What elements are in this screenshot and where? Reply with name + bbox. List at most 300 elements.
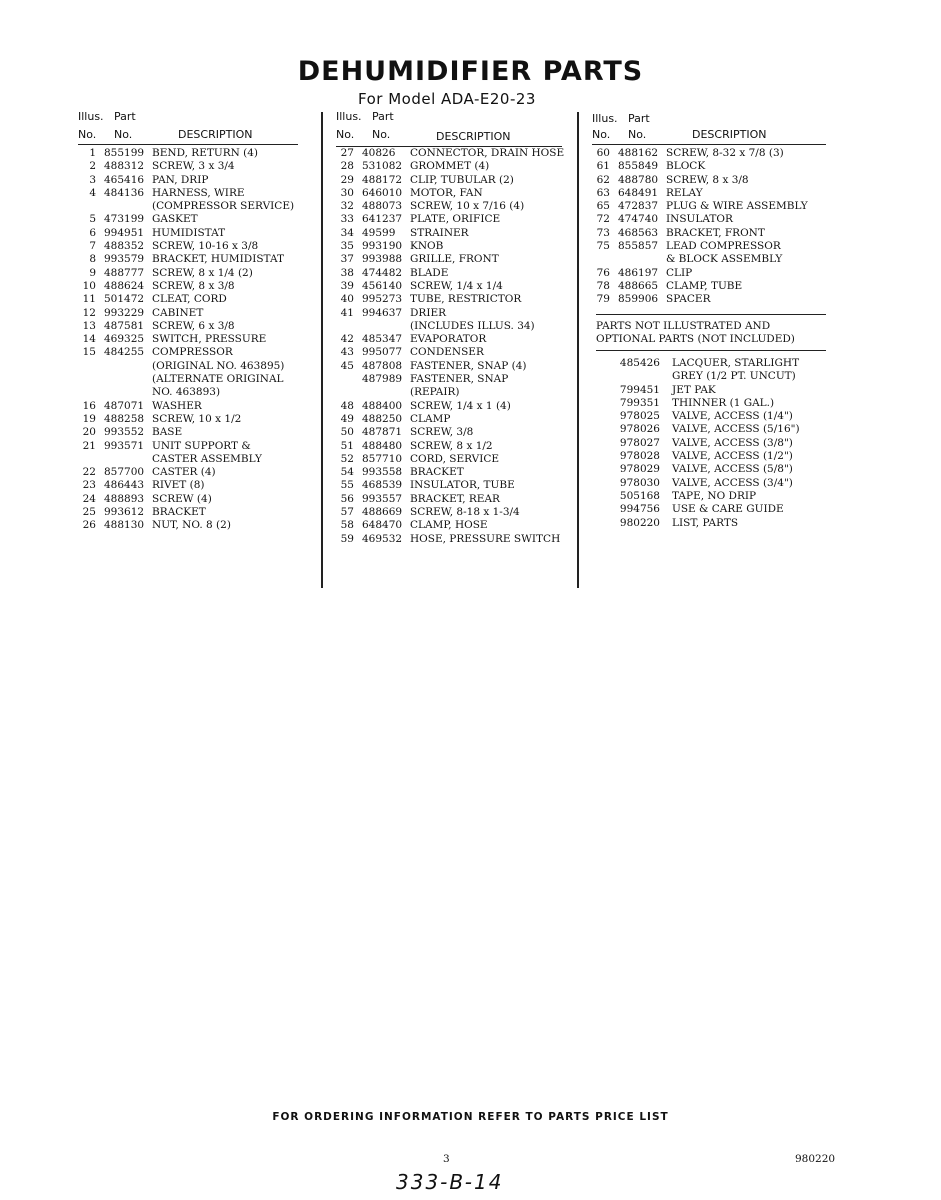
part-description: HOSE, PRESSURE SWITCH <box>410 532 561 545</box>
part-number: 978028 <box>619 450 660 463</box>
part-row <box>336 479 566 492</box>
illus-number: 43 <box>340 346 354 359</box>
part-number: 978027 <box>619 436 660 449</box>
part-row <box>78 479 298 492</box>
part-row <box>336 519 566 532</box>
part-number: 855849 <box>618 160 659 173</box>
illus-number: 45 <box>340 359 354 372</box>
part-description: BRACKET <box>410 466 464 479</box>
description-label: DESCRIPTION <box>692 128 767 141</box>
handwritten-code: 333-B-14 <box>396 1170 504 1194</box>
illus-number: 14 <box>82 333 96 346</box>
partno-label: No. <box>114 128 133 141</box>
part-number: 485347 <box>362 333 403 346</box>
illus-number: 52 <box>340 452 354 465</box>
part-description: PAN, DRIP <box>152 173 209 186</box>
part-row <box>78 413 298 426</box>
part-description: HARNESS, WIRE <box>152 186 245 199</box>
illus-number: 8 <box>89 253 96 266</box>
illus-number: 5 <box>89 213 96 226</box>
part-row <box>592 174 828 187</box>
part-number: 978026 <box>619 423 660 436</box>
part-row <box>592 147 828 160</box>
column-divider <box>321 112 323 588</box>
part-number: 978029 <box>619 463 660 476</box>
description-label: DESCRIPTION <box>436 130 511 143</box>
no-label: No. <box>78 128 97 141</box>
parts-column-3 <box>592 110 828 306</box>
optional-part-row <box>596 463 828 476</box>
illus-number: 27 <box>340 147 354 159</box>
illus-number: 55 <box>340 479 354 492</box>
illus-number: 3 <box>89 173 96 186</box>
part-description: (ALTERNATE ORIGINAL <box>152 373 284 386</box>
part-row <box>592 213 828 226</box>
illus-number: 78 <box>596 279 610 292</box>
part-row <box>336 147 566 160</box>
part-number: 531082 <box>362 160 403 173</box>
part-row <box>336 453 566 466</box>
optional-part-row <box>596 384 828 397</box>
illus-number: 6 <box>89 226 96 239</box>
part-row <box>78 280 298 293</box>
part-row <box>592 293 828 306</box>
illus-number: 79 <box>596 293 610 306</box>
part-description: GROMMET (4) <box>410 160 490 173</box>
illus-number: 4 <box>89 186 96 199</box>
part-number: 799451 <box>619 383 660 396</box>
part-number: 469325 <box>104 333 145 346</box>
part-description: THINNER (1 GAL.) <box>672 396 775 409</box>
part-number: 505168 <box>619 489 660 502</box>
illus-number: 9 <box>89 266 96 279</box>
part-description: SCREW, 8-32 x 7/8 (3) <box>666 147 784 159</box>
optional-part-row <box>596 437 828 450</box>
header-rule <box>592 144 826 145</box>
part-number: 859906 <box>618 293 659 306</box>
part-number: 456140 <box>362 279 403 292</box>
part-row <box>336 400 566 413</box>
optional-part-row <box>596 517 828 530</box>
part-number: 488250 <box>362 412 403 425</box>
part-row <box>78 493 298 506</box>
part-description: SCREW, 6 x 3/8 <box>152 319 235 332</box>
part-number: 487071 <box>104 399 145 412</box>
part-row <box>78 519 298 532</box>
part-description: VALVE, ACCESS (5/16") <box>672 423 800 436</box>
part-number: 472837 <box>618 200 659 213</box>
part-row <box>78 333 298 346</box>
part-row <box>592 280 828 293</box>
illus-number: 62 <box>596 173 610 186</box>
part-number: 488352 <box>104 240 145 253</box>
part-number: 488258 <box>104 412 145 425</box>
part-description: CLAMP, TUBE <box>666 279 743 292</box>
optional-part-row <box>596 477 828 490</box>
part-row <box>78 426 298 439</box>
part-row <box>336 466 566 479</box>
part-description: COMPRESSOR <box>152 346 233 359</box>
part-number: 487581 <box>104 319 145 332</box>
part-description: RELAY <box>666 186 703 199</box>
illus-number: 28 <box>340 160 354 173</box>
illus-number: 75 <box>596 240 610 253</box>
part-row <box>336 253 566 266</box>
part-label: Part <box>372 110 394 123</box>
part-description: BLADE <box>410 266 449 279</box>
part-row <box>336 373 566 386</box>
illus-number: 49 <box>340 412 354 425</box>
part-description: GREY (1/2 PT. UNCUT) <box>672 370 796 383</box>
part-number: 474482 <box>362 266 403 279</box>
part-description: FASTENER, SNAP <box>410 373 509 386</box>
part-number: 993229 <box>104 306 145 319</box>
optional-part-row <box>596 397 828 410</box>
part-description: RIVET (8) <box>152 479 205 492</box>
part-row <box>78 307 298 320</box>
part-description: BRACKET, REAR <box>410 492 500 505</box>
part-row <box>78 227 298 240</box>
illus-number: 57 <box>340 506 354 519</box>
part-row <box>78 240 298 253</box>
part-number: 501472 <box>104 293 145 306</box>
part-description: INSULATOR, TUBE <box>410 479 515 492</box>
part-description: CABINET <box>152 306 204 319</box>
part-description: HUMIDISTAT <box>152 226 226 239</box>
part-number: 488073 <box>362 200 403 213</box>
illus-number: 24 <box>82 492 96 505</box>
part-row <box>336 293 566 306</box>
illus-number: 40 <box>340 293 354 306</box>
ordering-note: FOR ORDERING INFORMATION REFER TO PARTS PRICE LIST <box>272 1111 669 1123</box>
illus-number: 2 <box>89 160 96 173</box>
note-line-2: OPTIONAL PARTS (NOT INCLUDED) <box>596 333 795 345</box>
part-number: 486197 <box>618 266 659 279</box>
illus-number: 61 <box>596 160 610 173</box>
part-number: 487989 <box>362 373 403 386</box>
part-number: 994951 <box>104 226 145 239</box>
optional-part-row <box>596 410 828 423</box>
part-description: SCREW, 8 x 1/4 (2) <box>152 266 253 279</box>
illus-number: 37 <box>340 253 354 266</box>
part-number: 488893 <box>104 492 145 505</box>
illus-number: 25 <box>82 506 96 519</box>
part-description: BLOCK <box>666 160 706 173</box>
part-number: 488162 <box>618 147 659 159</box>
part-number: 488777 <box>104 266 145 279</box>
part-row <box>78 453 298 466</box>
illus-label: Illus. <box>592 112 618 125</box>
illus-number: 32 <box>340 200 354 213</box>
part-row <box>336 280 566 293</box>
part-description: CONNECTOR, DRAIN HOSE <box>410 147 565 159</box>
part-description: SWITCH, PRESSURE <box>152 333 267 346</box>
part-description: USE & CARE GUIDE <box>672 503 784 516</box>
illus-number: 60 <box>596 147 610 159</box>
part-number: 857710 <box>362 452 403 465</box>
part-description: WASHER <box>152 399 202 412</box>
part-number: 488780 <box>618 173 659 186</box>
illus-number: 10 <box>82 279 96 292</box>
illus-number: 23 <box>82 479 96 492</box>
illus-label: Illus. <box>336 110 362 123</box>
illus-number: 39 <box>340 279 354 292</box>
illus-number: 51 <box>340 439 354 452</box>
part-number: 646010 <box>362 186 403 199</box>
part-description: BRACKET, FRONT <box>666 226 765 239</box>
illus-number: 76 <box>596 266 610 279</box>
part-number: 648470 <box>362 519 403 532</box>
part-number: 474740 <box>618 213 659 226</box>
part-description: SCREW, 8 x 1/2 <box>410 439 493 452</box>
partno-label: No. <box>628 128 647 141</box>
illus-number: 26 <box>82 519 96 532</box>
part-number: 487808 <box>362 359 403 372</box>
model-subtitle: For Model ADA-E20-23 <box>358 90 536 108</box>
part-description: NO. 463893) <box>152 386 221 399</box>
part-description: FASTENER, SNAP (4) <box>410 359 527 372</box>
part-number: 469532 <box>362 532 403 545</box>
part-number: 465416 <box>104 173 145 186</box>
part-description: SCREW, 3/8 <box>410 426 474 439</box>
part-number: 799351 <box>619 396 660 409</box>
part-description: GASKET <box>152 213 198 226</box>
part-number: 468563 <box>618 226 659 239</box>
part-number: 993612 <box>104 506 145 519</box>
part-row <box>336 227 566 240</box>
part-number: 855857 <box>618 240 659 253</box>
part-row <box>78 200 298 213</box>
part-description: INSULATOR <box>666 213 733 226</box>
part-number: 484136 <box>104 186 145 199</box>
optional-part-row <box>596 423 828 436</box>
illus-number: 33 <box>340 213 354 226</box>
part-row <box>336 333 566 346</box>
illus-number: 72 <box>596 213 610 226</box>
part-row <box>336 386 566 399</box>
page-number: 3 <box>443 1153 450 1165</box>
no-label: No. <box>592 128 611 141</box>
part-row <box>336 360 566 373</box>
part-row <box>336 493 566 506</box>
part-row <box>78 147 298 160</box>
part-description: CORD, SERVICE <box>410 452 500 465</box>
part-description: VALVE, ACCESS (1/4") <box>672 410 793 423</box>
header-rule <box>78 144 298 145</box>
note-line-1: PARTS NOT ILLUSTRATED AND <box>596 320 771 332</box>
part-description: BEND, RETURN (4) <box>152 147 259 159</box>
part-number: 993558 <box>362 466 403 479</box>
part-number: 855199 <box>104 147 145 159</box>
part-description: CASTER (4) <box>152 466 216 479</box>
part-row <box>336 240 566 253</box>
part-number: 995077 <box>362 346 403 359</box>
part-row <box>336 213 566 226</box>
part-description: SCREW, 3 x 3/4 <box>152 160 235 173</box>
part-description: TAPE, NO DRIP <box>672 489 757 502</box>
illus-number: 35 <box>340 240 354 253</box>
optional-parts-list <box>596 357 828 530</box>
part-row <box>336 160 566 173</box>
illus-number: 20 <box>82 426 96 439</box>
illus-number: 21 <box>82 439 96 452</box>
part-description: VALVE, ACCESS (1/2") <box>672 450 793 463</box>
part-row <box>78 267 298 280</box>
part-number: 641237 <box>362 213 403 226</box>
illus-number: 11 <box>82 293 96 306</box>
part-row <box>336 440 566 453</box>
part-number: 49599 <box>362 226 396 239</box>
part-description: BRACKET, HUMIDISTAT <box>152 253 284 266</box>
illus-number: 7 <box>89 240 96 253</box>
part-description: CLAMP, HOSE <box>410 519 488 532</box>
part-description: KNOB <box>410 240 444 253</box>
part-description: SCREW (4) <box>152 492 212 505</box>
part-number: 978030 <box>619 476 660 489</box>
illus-number: 15 <box>82 346 96 359</box>
part-description: LEAD COMPRESSOR <box>666 240 781 253</box>
part-row <box>78 187 298 200</box>
part-description: EVAPORATOR <box>410 333 487 346</box>
part-row <box>78 174 298 187</box>
part-description: SCREW, 10-16 x 3/8 <box>152 240 259 253</box>
parts-column-2 <box>336 110 566 545</box>
illus-number: 29 <box>340 173 354 186</box>
part-description: PLATE, ORIFICE <box>410 213 501 226</box>
part-number: 488312 <box>104 160 145 173</box>
part-description: LIST, PARTS <box>672 516 739 529</box>
part-number: 857700 <box>104 466 145 479</box>
part-description: LACQUER, STARLIGHT <box>672 357 800 369</box>
part-row <box>592 187 828 200</box>
illus-number: 12 <box>82 306 96 319</box>
part-description: VALVE, ACCESS (3/8") <box>672 436 793 449</box>
part-row <box>78 400 298 413</box>
illus-number: 30 <box>340 186 354 199</box>
optional-part-row <box>596 450 828 463</box>
part-label: Part <box>114 110 136 123</box>
part-number: 488400 <box>362 399 403 412</box>
illus-number: 1 <box>89 147 96 159</box>
part-description: SCREW, 8 x 3/8 <box>666 173 749 186</box>
part-description: DRIER <box>410 306 447 319</box>
part-description: CLEAT, CORD <box>152 293 227 306</box>
part-description: GRILLE, FRONT <box>410 253 499 266</box>
illus-number: 50 <box>340 426 354 439</box>
part-number: 980220 <box>619 516 660 529</box>
part-description: SCREW, 1/4 x 1/4 <box>410 279 503 292</box>
optional-part-row <box>596 357 828 370</box>
page-title: DEHUMIDIFIER PARTS <box>297 56 644 87</box>
illus-number: 56 <box>340 492 354 505</box>
partno-label: No. <box>372 128 391 141</box>
part-row <box>78 360 298 373</box>
description-label: DESCRIPTION <box>178 128 253 141</box>
part-number: 994637 <box>362 306 403 319</box>
part-description: BRACKET <box>152 506 206 519</box>
part-row <box>78 213 298 226</box>
part-row <box>78 373 298 386</box>
part-description: MOTOR, FAN <box>410 186 483 199</box>
part-number: 993988 <box>362 253 403 266</box>
part-row <box>78 440 298 453</box>
part-row <box>592 160 828 173</box>
part-description: CASTER ASSEMBLY <box>152 452 262 465</box>
part-row <box>336 187 566 200</box>
part-description: TUBE, RESTRICTOR <box>410 293 522 306</box>
part-description: (INCLUDES ILLUS. 34) <box>410 319 535 332</box>
part-description: PLUG & WIRE ASSEMBLY <box>666 200 808 213</box>
column-header <box>592 110 828 146</box>
part-row <box>336 346 566 359</box>
part-row <box>78 346 298 359</box>
part-description: SCREW, 8 x 3/8 <box>152 279 235 292</box>
part-number: 994756 <box>619 503 660 516</box>
part-number: 468539 <box>362 479 403 492</box>
part-number: 978025 <box>619 410 660 423</box>
illus-number: 13 <box>82 319 96 332</box>
part-number: 40826 <box>362 147 396 159</box>
part-number: 488172 <box>362 173 403 186</box>
part-number: 993557 <box>362 492 403 505</box>
part-row <box>592 240 828 253</box>
part-number: 993571 <box>104 439 145 452</box>
part-row <box>78 466 298 479</box>
part-description: JET PAK <box>672 383 716 396</box>
part-number: 485426 <box>619 357 660 369</box>
part-row <box>78 293 298 306</box>
part-row <box>78 253 298 266</box>
part-description: CLAMP <box>410 412 451 425</box>
part-description: VALVE, ACCESS (3/4") <box>672 476 793 489</box>
part-description: SCREW, 10 x 1/2 <box>152 412 242 425</box>
part-description: BASE <box>152 426 183 439</box>
illus-number: 65 <box>596 200 610 213</box>
part-number: 993579 <box>104 253 145 266</box>
part-number: 484255 <box>104 346 145 359</box>
illus-number: 22 <box>82 466 96 479</box>
part-number: 486443 <box>104 479 145 492</box>
column-header <box>336 110 566 146</box>
part-number: 995273 <box>362 293 403 306</box>
column-divider <box>577 112 579 588</box>
part-description: (ORIGINAL NO. 463895) <box>152 359 285 372</box>
part-description: SCREW, 10 x 7/16 (4) <box>410 200 525 213</box>
part-description: (REPAIR) <box>410 386 460 399</box>
part-number: 993190 <box>362 240 403 253</box>
part-description: NUT, NO. 8 (2) <box>152 519 231 532</box>
illus-number: 73 <box>596 226 610 239</box>
illus-number: 16 <box>82 399 96 412</box>
part-description: (COMPRESSOR SERVICE) <box>152 200 295 213</box>
part-row <box>592 267 828 280</box>
part-number: 648491 <box>618 186 659 199</box>
part-row <box>336 174 566 187</box>
no-label: No. <box>336 128 355 141</box>
part-row <box>78 386 298 399</box>
part-row <box>78 320 298 333</box>
note-rule <box>596 350 826 351</box>
illus-number: 48 <box>340 399 354 412</box>
part-number: 993552 <box>104 426 145 439</box>
illus-number: 42 <box>340 333 354 346</box>
part-number: 488480 <box>362 439 403 452</box>
part-description: SCREW, 8-18 x 1-3/4 <box>410 506 520 519</box>
part-number: 488665 <box>618 279 659 292</box>
part-row <box>336 267 566 280</box>
part-description: CONDENSER <box>410 346 484 359</box>
part-number: 488669 <box>362 506 403 519</box>
